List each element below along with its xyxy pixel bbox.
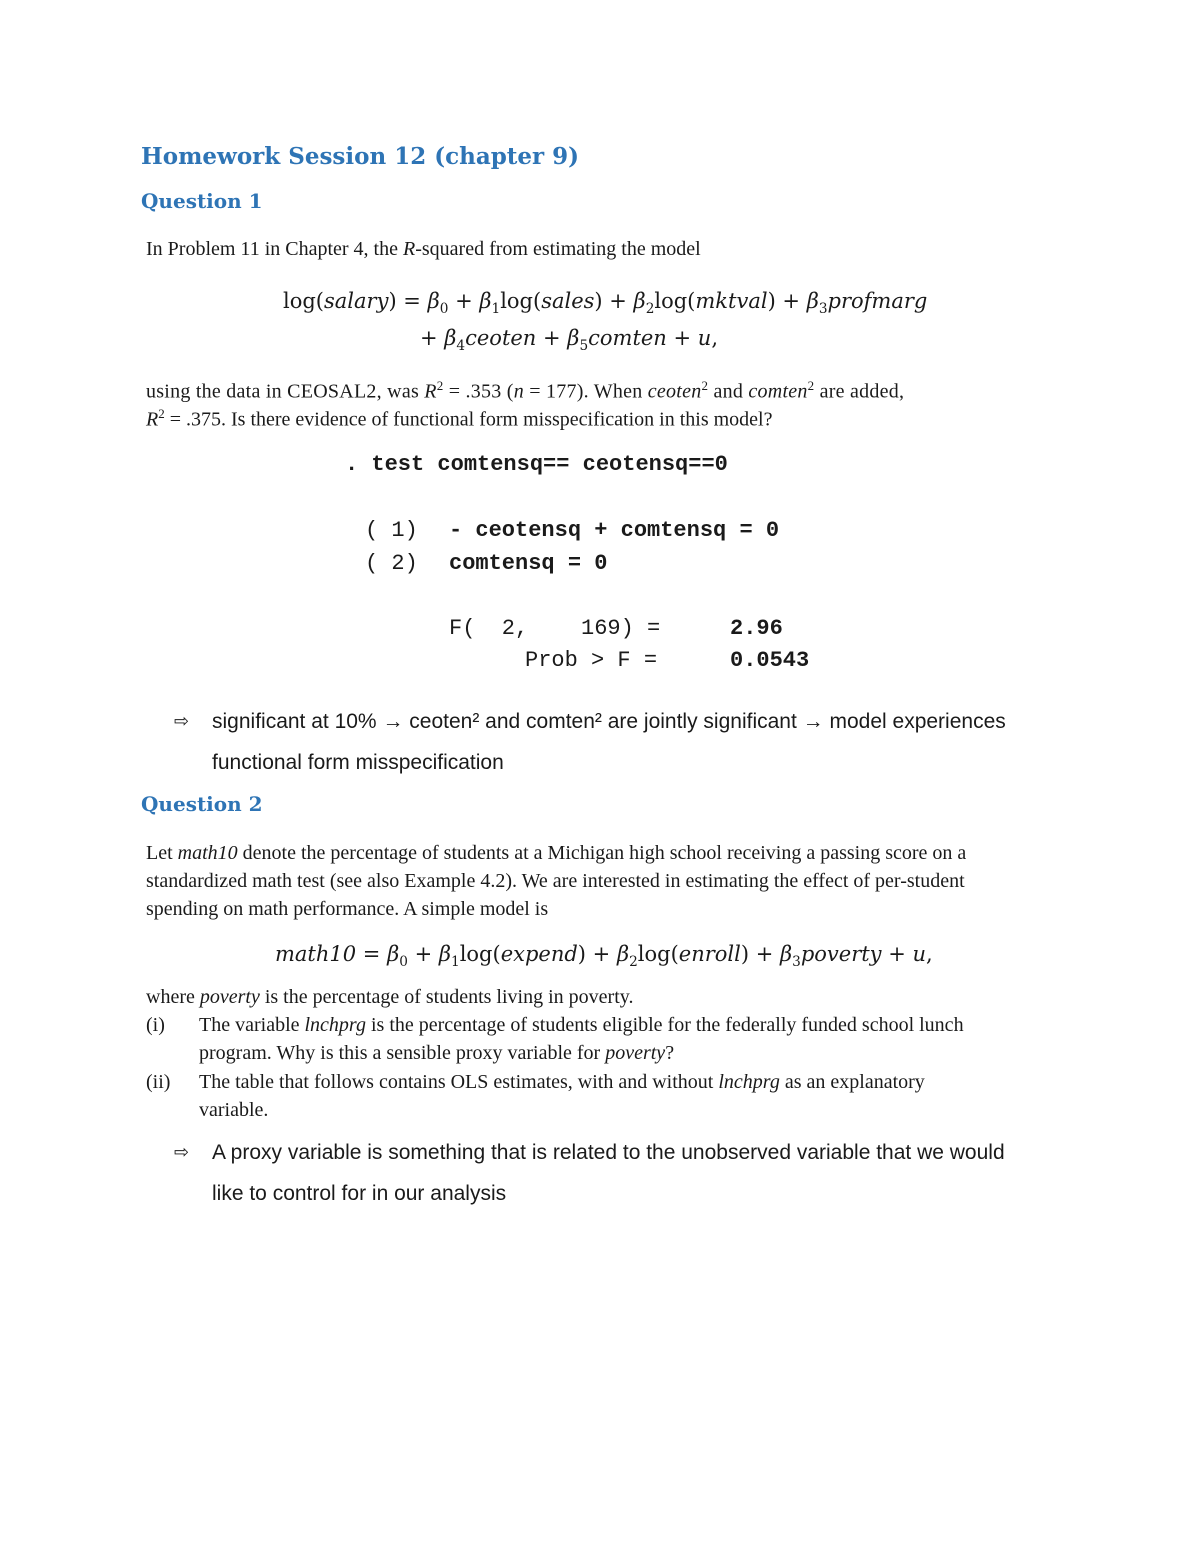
question-2-heading: Question 2: [141, 792, 263, 816]
q2-where-text: where poverty is the percentage of students living in poverty.: [146, 986, 634, 1008]
constraint-2-number: ( 2): [365, 551, 418, 576]
part-i-line-1: The variable lnchprg is the percentage of students eligible for the federally funded school lunch: [199, 1014, 964, 1036]
question-1-heading: Question 1: [141, 189, 263, 213]
right-arrow-outline-icon: ⇨: [174, 1142, 190, 1163]
q2-equation: math10 = $\beta_0$ + $\beta_1\log(expend)$ + $\beta_2\log(enroll)$ + $\beta_3poverty + u$,: [275, 942, 933, 971]
constraint-1-number: ( 1): [365, 518, 418, 543]
f-statistic-label: F( 2, 169) =: [449, 616, 661, 641]
q1-answer-line-2: functional form misspecification: [212, 751, 504, 774]
q2-intro-line-1: Let math10 denote the percentage of students at a Michigan high school receiving a passing score on a: [146, 842, 967, 864]
constraint-1-expression: - ceotensq + comtensq = 0: [449, 518, 780, 543]
part-ii-label: (ii): [146, 1071, 171, 1093]
q1-answer-line-1: significant at 10% → ceoten² and comten² are jointly significant → model experiences: [212, 710, 1006, 733]
part-ii-line-2: variable.: [199, 1099, 269, 1121]
part-i-label: (i): [146, 1014, 165, 1036]
q1-text-line-2: $R^2 = .375$. Is there evidence of functional form misspecification in this model?: [146, 406, 773, 431]
page-title: Homework Session 12 (chapter 9): [141, 143, 580, 170]
p-value-value: 0.0543: [730, 648, 810, 673]
part-i-line-2: program. Why is this a sensible proxy variable for poverty?: [199, 1042, 675, 1064]
part-ii-line-1: The table that follows contains OLS estimates, with and without lnchprg as an explanatory: [199, 1071, 925, 1093]
q1-equation-line-1: log(salary) = $\beta_0$ + $\beta_1\log(sales)$ + $\beta_2\log(mktval)$ + $\beta_3profmarg$: [283, 289, 928, 318]
p-value-label: Prob > F =: [525, 648, 658, 673]
q1-equation-line-2: + $\beta_4ceoten$ + $\beta_5comten + u$,: [420, 326, 719, 355]
q2-answer-line-1: A proxy variable is something that is related to the unobserved variable that we would: [212, 1141, 1005, 1164]
q2-intro-line-2: standardized math test (see also Example 4.2). We are interested in estimating the effect of per-student: [146, 870, 965, 892]
right-arrow-outline-icon: ⇨: [174, 711, 190, 732]
q2-answer-line-2: like to control for in our analysis: [212, 1182, 507, 1205]
q1-text-line-1: using the data in CEOSAL2, was $R^2 = .353$ (n = 177). When ceoten$^2$ and comten$^2$ are added,: [146, 378, 905, 403]
q2-intro-line-3: spending on math performance. A simple model is: [146, 898, 549, 920]
constraint-2-expression: comtensq = 0: [449, 551, 608, 576]
q1-intro: In Problem 11 in Chapter 4, the R-squared from estimating the model: [146, 238, 701, 260]
f-statistic-value: 2.96: [730, 616, 783, 641]
stata-command: . test comtensq== ceotensq==0: [345, 452, 728, 477]
